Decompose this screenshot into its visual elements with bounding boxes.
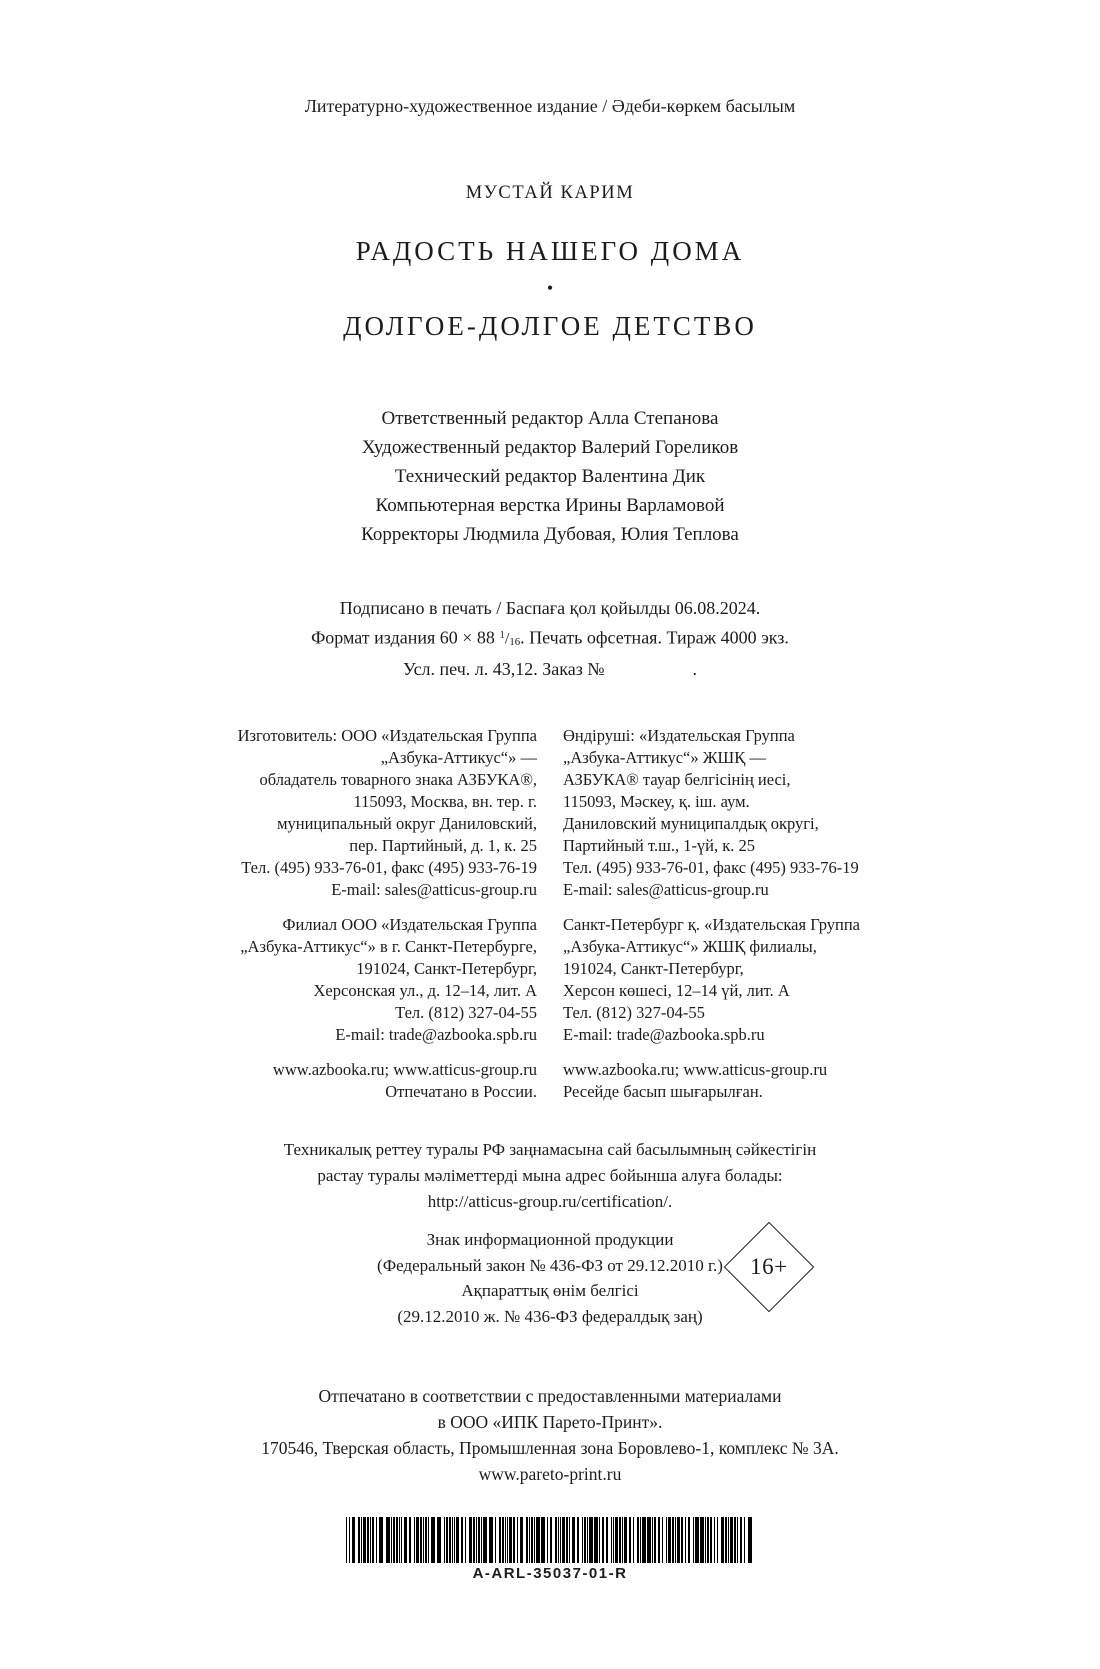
text-line: „Азбука-Аттикус“» ЖШҚ филиалы, xyxy=(563,937,817,956)
info-sign-line: Ақпараттық өнім белгісі xyxy=(461,1281,639,1300)
publisher-column-kazakh xyxy=(563,725,913,1103)
text-line: E-mail: trade@azbooka.spb.ru xyxy=(563,1025,765,1044)
certification-line: Техникалық реттеу туралы РФ заңнамасына сай басылымның сәйкестігін xyxy=(283,1140,817,1159)
text-line: АЗБУКА® тауар белгісінің иесі, xyxy=(563,770,791,789)
text-line: Тел. (812) 327-04-55 xyxy=(563,1003,705,1022)
format-fraction-numerator: 1 xyxy=(499,629,505,641)
text-line: Отпечатано в России. xyxy=(385,1082,537,1101)
manufacturer-block-ru xyxy=(187,725,537,901)
text-line: www.azbooka.ru; www.atticus-group.ru xyxy=(272,1060,537,1079)
text-line: E-mail: trade@azbooka.spb.ru xyxy=(335,1025,537,1044)
format-fraction-slash: / xyxy=(504,629,510,648)
printing-house-block xyxy=(0,1383,1100,1487)
book-title-1: РАДОСТЬ НАШЕГО ДОМА xyxy=(355,236,745,266)
printing-line: в ООО «ИПК Парето-Принт». xyxy=(437,1412,663,1432)
text-line: 115093, Мәскеу, қ. іш. аум. xyxy=(563,792,750,811)
branch-block-kz xyxy=(563,914,913,1046)
text-line: обладатель товарного знака АЗБУКА®, xyxy=(259,770,537,789)
text-line: Даниловский муниципалдық округі, xyxy=(563,814,819,833)
info-sign-line: (29.12.2010 ж. № 436-ФЗ федералдық заң) xyxy=(397,1306,703,1326)
text-line: 191024, Санкт-Петербург, xyxy=(563,959,744,978)
websites-block-ru xyxy=(187,1059,537,1103)
info-sign-text xyxy=(0,1227,1100,1329)
text-line: муниципальный округ Даниловский, xyxy=(277,814,537,833)
text-line: „Азбука-Аттикус“» ЖШҚ — xyxy=(563,748,766,767)
text-line: 191024, Санкт-Петербург, xyxy=(356,959,537,978)
text-line: E-mail: sales@atticus-group.ru xyxy=(331,880,537,899)
text-line: Херсонская ул., д. 12–14, лит. А xyxy=(313,981,537,1000)
barcode-block xyxy=(0,1517,1100,1582)
age-rating-label: 16+ xyxy=(750,1253,788,1279)
format-fraction-denominator: 16 xyxy=(509,636,521,648)
text-line: Изготовитель: ООО «Издательская Группа xyxy=(237,726,537,745)
printing-line: Отпечатано в соответствии с предоставленными материалами xyxy=(318,1386,782,1406)
manufacturer-block-kz xyxy=(563,725,913,901)
info-sign-line: Знак информационной продукции xyxy=(426,1230,674,1249)
text-line: Өндіруші: «Издательская Группа xyxy=(563,726,795,745)
text-line: E-mail: sales@atticus-group.ru xyxy=(563,880,769,899)
credit-line: Корректоры Людмила Дубовая, Юлия Теплова xyxy=(361,524,739,545)
certification-notice xyxy=(0,1137,1100,1215)
text-line: Тел. (495) 933-76-01, факс (495) 933-76-19 xyxy=(241,858,537,877)
book-title-2: ДОЛГОЕ-ДОЛГОЕ ДЕТСТВО xyxy=(343,311,757,341)
text-line: „Азбука-Аттикус“» — xyxy=(380,748,537,767)
format-suffix: . Печать офсетная. Тираж 4000 экз. xyxy=(520,627,789,648)
edition-line: Литературно-художественное издание / Әдеби-көркем басылым xyxy=(304,96,796,116)
text-line: Партийный т.ш., 1-үй, к. 25 xyxy=(563,836,756,855)
branch-block-ru xyxy=(187,914,537,1046)
text-line: Тел. (812) 327-04-55 xyxy=(395,1003,537,1022)
order-line-text: Усл. печ. л. 43,12. Заказ № xyxy=(402,659,605,679)
text-line: 115093, Москва, вн. тер. г. xyxy=(353,792,537,811)
information-product-sign xyxy=(0,1227,1100,1329)
text-line: Ресейде басып шығарылған. xyxy=(563,1082,763,1101)
format-prefix: Формат издания 60 × 88 xyxy=(311,627,500,648)
barcode-label: A-ARL-35037-01-R xyxy=(472,1565,628,1582)
certification-line: http://atticus-group.ru/certification/. xyxy=(427,1192,673,1211)
credit-line: Художественный редактор Валерий Гореликов xyxy=(361,437,739,458)
credit-line: Технический редактор Валентина Дик xyxy=(394,466,706,487)
info-sign-line: (Федеральный закон № 436-ФЗ от 29.12.2010 г.) xyxy=(377,1255,723,1275)
printing-line: 170546, Тверская область, Промышленная зона Боровлево-1, комплекс № 3А. xyxy=(261,1438,839,1458)
order-line-period: . xyxy=(692,659,697,679)
credit-line: Компьютерная верстка Ирины Варламовой xyxy=(375,495,725,516)
format-line xyxy=(0,622,1100,656)
text-line: www.azbooka.ru; www.atticus-group.ru xyxy=(563,1060,828,1079)
websites-block-kz xyxy=(563,1059,913,1103)
order-line xyxy=(0,656,1100,683)
print-run-info xyxy=(0,595,1100,683)
printing-line: www.pareto-print.ru xyxy=(478,1464,622,1484)
author-name: МУСТАЙ КАРИМ xyxy=(465,183,635,203)
text-line: Санкт-Петербург қ. «Издательская Группа xyxy=(563,915,860,934)
text-line: „Азбука-Аттикус“» в г. Санкт-Петербурге, xyxy=(240,937,537,956)
publisher-columns xyxy=(187,725,913,1103)
editorial-credits xyxy=(0,404,1100,549)
credit-line: Ответственный редактор Алла Степанова xyxy=(381,408,719,429)
publisher-column-russian xyxy=(187,725,537,1103)
text-line: Тел. (495) 933-76-01, факс (495) 933-76-19 xyxy=(563,858,859,877)
text-line: Филиал ООО «Издательская Группа xyxy=(282,915,537,934)
text-line: Херсон көшесі, 12–14 үй, лит. А xyxy=(563,981,790,1000)
text-line: пер. Партийный, д. 1, к. 25 xyxy=(349,836,537,855)
title-separator-bullet: • xyxy=(546,278,554,298)
print-date-line: Подписано в печать / Баспаға қол қойылды 06.08.2024. xyxy=(339,598,761,618)
barcode-bars xyxy=(344,1517,756,1563)
certification-line: растау туралы мәліметтерді мына адрес бойынша алуға болады: xyxy=(317,1166,783,1185)
